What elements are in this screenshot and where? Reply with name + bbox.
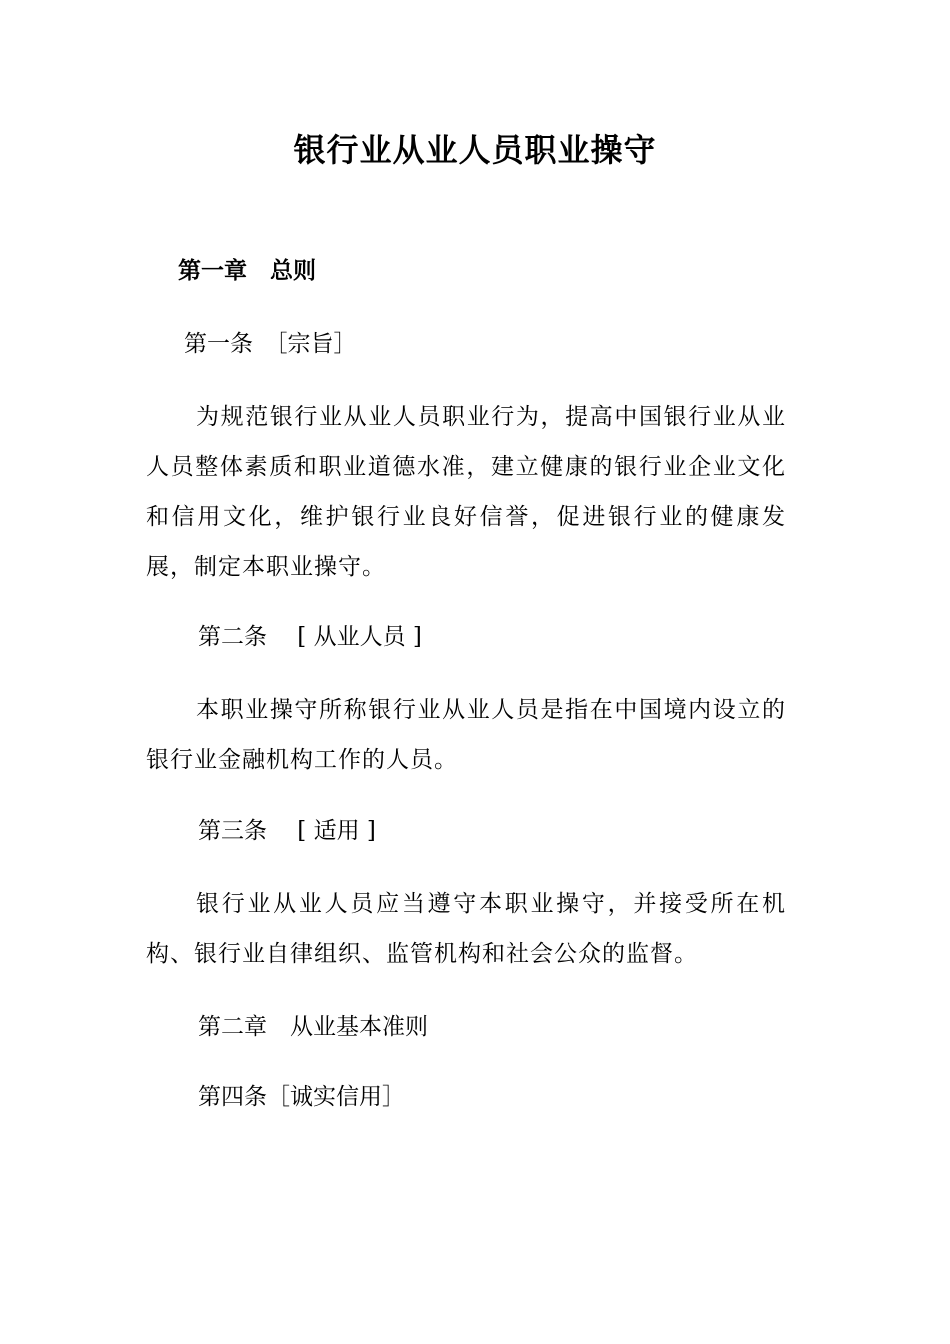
article-2-body: 本职业操守所称银行业从业人员是指在中国境内设立的银行业金融机构工作的人员。 bbox=[146, 697, 786, 773]
document-title: 银行业从业人员职业操守 bbox=[293, 131, 657, 169]
article-2-heading: 第二条 [ 从业人员 ] bbox=[198, 624, 422, 650]
article-1-heading: 第一条 ［宗旨］ bbox=[184, 331, 357, 357]
chapter-1-heading: 第一章 总则 bbox=[178, 258, 316, 284]
article-1-body: 为规范银行业从业人员职业行为，提高中国银行业从业人员整体素质和职业道德水准，建立健康的银行业企业文化和信用文化，维护银行业良好信誉，促进银行业的健康发展，制定本职业操守。 bbox=[146, 404, 786, 580]
article-3-body: 银行业从业人员应当遵守本职业操守，并接受所在机构、银行业自律组织、监管机构和社会公众的监督。 bbox=[146, 891, 786, 967]
article-4-heading: 第四条［诚实信用］ bbox=[198, 1084, 405, 1110]
article-3-heading: 第三条 [ 适用 ] bbox=[198, 818, 376, 844]
chapter-2-heading: 第二章 从业基本准则 bbox=[198, 1014, 428, 1040]
